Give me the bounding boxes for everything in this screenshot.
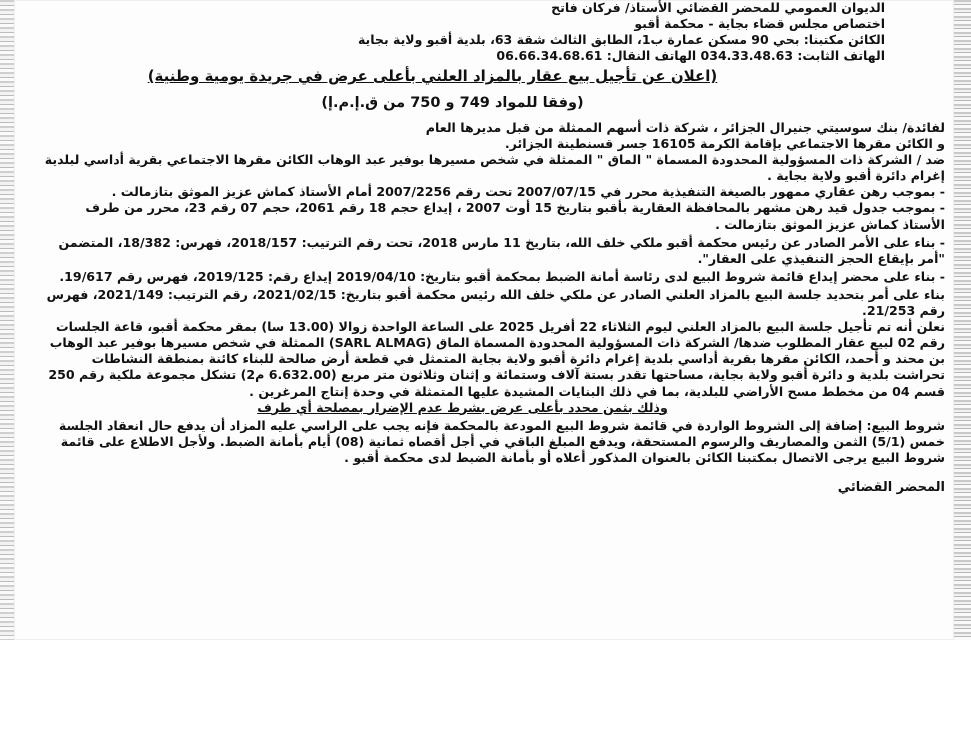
seizure-order-paragraph: - بناء على الأمر الصادر عن رئيس محكمة أقبو ملكي خلف الله، بتاريخ 11 مارس 2018، تحت رقم الترتيب: 2018/157، فهرس: 18/382، المتضمن "أمر بإيقاع الحجز التنفيذي على العقار". [58,234,945,266]
auction-date-order-paragraph: بناء على أمر بتحديد جلسة البيع بالمزاد العلني الصادر عن ملكي خلف الله رئيس محكمة أقبو بتاريخ: 2021/02/15، رقم الترتيب: 2021/149، فهرس رقم 21/253. [46,286,945,319]
office-phones: الهاتف الثابت: 034.33.48.63 الهاتف النقال: 06.66.34.68.61 [496,48,885,63]
postponement-paragraph: نعلن أنه تم تأجيل جلسة البيع بالمزاد العلني ليوم الثلاثاء 22 أفريل 2025 على الساعة الواحدة زوالا (13.00 سا) بمقر محكمة أقبو، قاعة الجلسات رقم 02 لبيع عقار المطلوب ضدها/ الشركة ذات المسؤولية المحدودة المسماة الماق (SARL ALMAG) الممثلة في شخص مسيرها بوفير عبد الوهاب بن محند و أحمد، الكائن مقرها بقرية أداسي بلدية إغرام دائرة أقبو ولاية بجاية المتمثل في قطعة أرض صالحة للبناء كائنة بمنطقة النشاطات تحراشت بلدية و دائرة أقبو ولاية بجاية، مساحتها تقدر بستة آلاف وستمائة و إثنان وثلاثون متر مربع (6.632.00 م2) تشكل مجموعة ملكية رقم 250 قسم 04 من مخطط مسح الأراضي للبلدية، بما في ذلك البنايات المشيدة عليها المتمثلة في وحدة إنتاج المرغرين . [48,319,945,399]
announcement-title: (اعلان عن تأجيل بيع عقار بالمزاد العلني بأعلى عرض في جريدة يومية وطنية) [147,67,718,85]
scan-edge-right [954,0,971,640]
beneficiary-address: و الكائن مقرها الاجتماعي بإقامة الكرمة 16105 جسر قسنطينة الجزائر. [504,136,945,152]
price-line: وذلك بثمن محدد بأعلى عرض بشرط عدم الإضرار بمصلحة أي طرف [257,399,668,415]
beneficiary-line: لفائدة/ بنك سوسيتي جنيرال الجزائر ، شركة ذات أسهم الممثلة من قبل مديرها العام [425,120,945,135]
scan-edge-left [0,0,14,640]
office-jurisdiction: اختصاص مجلس قضاء بجاية - محكمة أقبو [634,16,885,31]
office-header [40,0,885,64]
conditions-deposit-paragraph: - بناء على محضر إيداع قائمة شروط البيع لدى رئاسة أمانة الضبط بمحكمة أقبو بتاريخ: 2019/04/10 إيداع رقم: 2019/125، فهرس رقم 19/617. [59,268,945,284]
sale-conditions-paragraph: شروط البيع: إضافة إلى الشروط الواردة في قائمة شروط البيع المودعة بالمحكمة فإنه يجب على الراسي عليه المزاد أن يدفع حال انعقاد الجلسة خمس (5/1) الثمن والمصاريف والرسوم المستحقة، ويدفع المبلغ الباقي في أجل أقصاه ثمانية (08) أيام بأمانة الضبط. ولأجل الاطلاع على قائمة شروط البيع يرجى الاتصال بمكتبنا الكائن بالعنوان المذكور أعلاه أو بأمانة الضبط لدى محكمة أقبو . [58,417,945,465]
mortgage-deed-paragraph: - بموجب رهن عقاري ممهور بالصيغة التنفيذية محرر في 2007/07/15 تحت رقم 2007/2256 أمام الأستاذ كماش عزيز الموثق بتازمالت . [111,184,945,200]
announcement-document [40,0,945,496]
office-address: الكائن مكتبنا: بحي 90 مسكن عمارة ب1، الطابق الثالث شقة 63، بلدية أقبو ولاية بجاية [357,32,885,47]
office-name: الديوان العمومي للمحضر القضائي الأستاذ/ فركان فاتح [551,0,885,15]
signature-title: المحضر القضائي [837,479,945,495]
announcement-body [40,120,945,496]
defendant-paragraph: ضد / الشركة ذات المسؤولية المحدودة المسماة " الماق " الممثلة في شخص مسيرها بوفير عبد الوهاب الكائن مقرها الاجتماعي بقرية أداسي لبلدية إغرام دائرة أقبو ولاية بجاية . [44,152,945,184]
legal-reference: (وفقا للمواد 749 و 750 من ق.إ.م.إ) [321,95,584,111]
mortgage-registration-paragraph: - بموجب جدول قيد رهن مشهر بالمحافظة العقارية بأقبو بتاريخ 15 أوت 2007 ، إيداع حجم 18 رقم 2061، حجم 07 رقم 23، محرر من طرف الأستاذ كماش عزيز الموثق بتازمالت . [85,200,945,232]
